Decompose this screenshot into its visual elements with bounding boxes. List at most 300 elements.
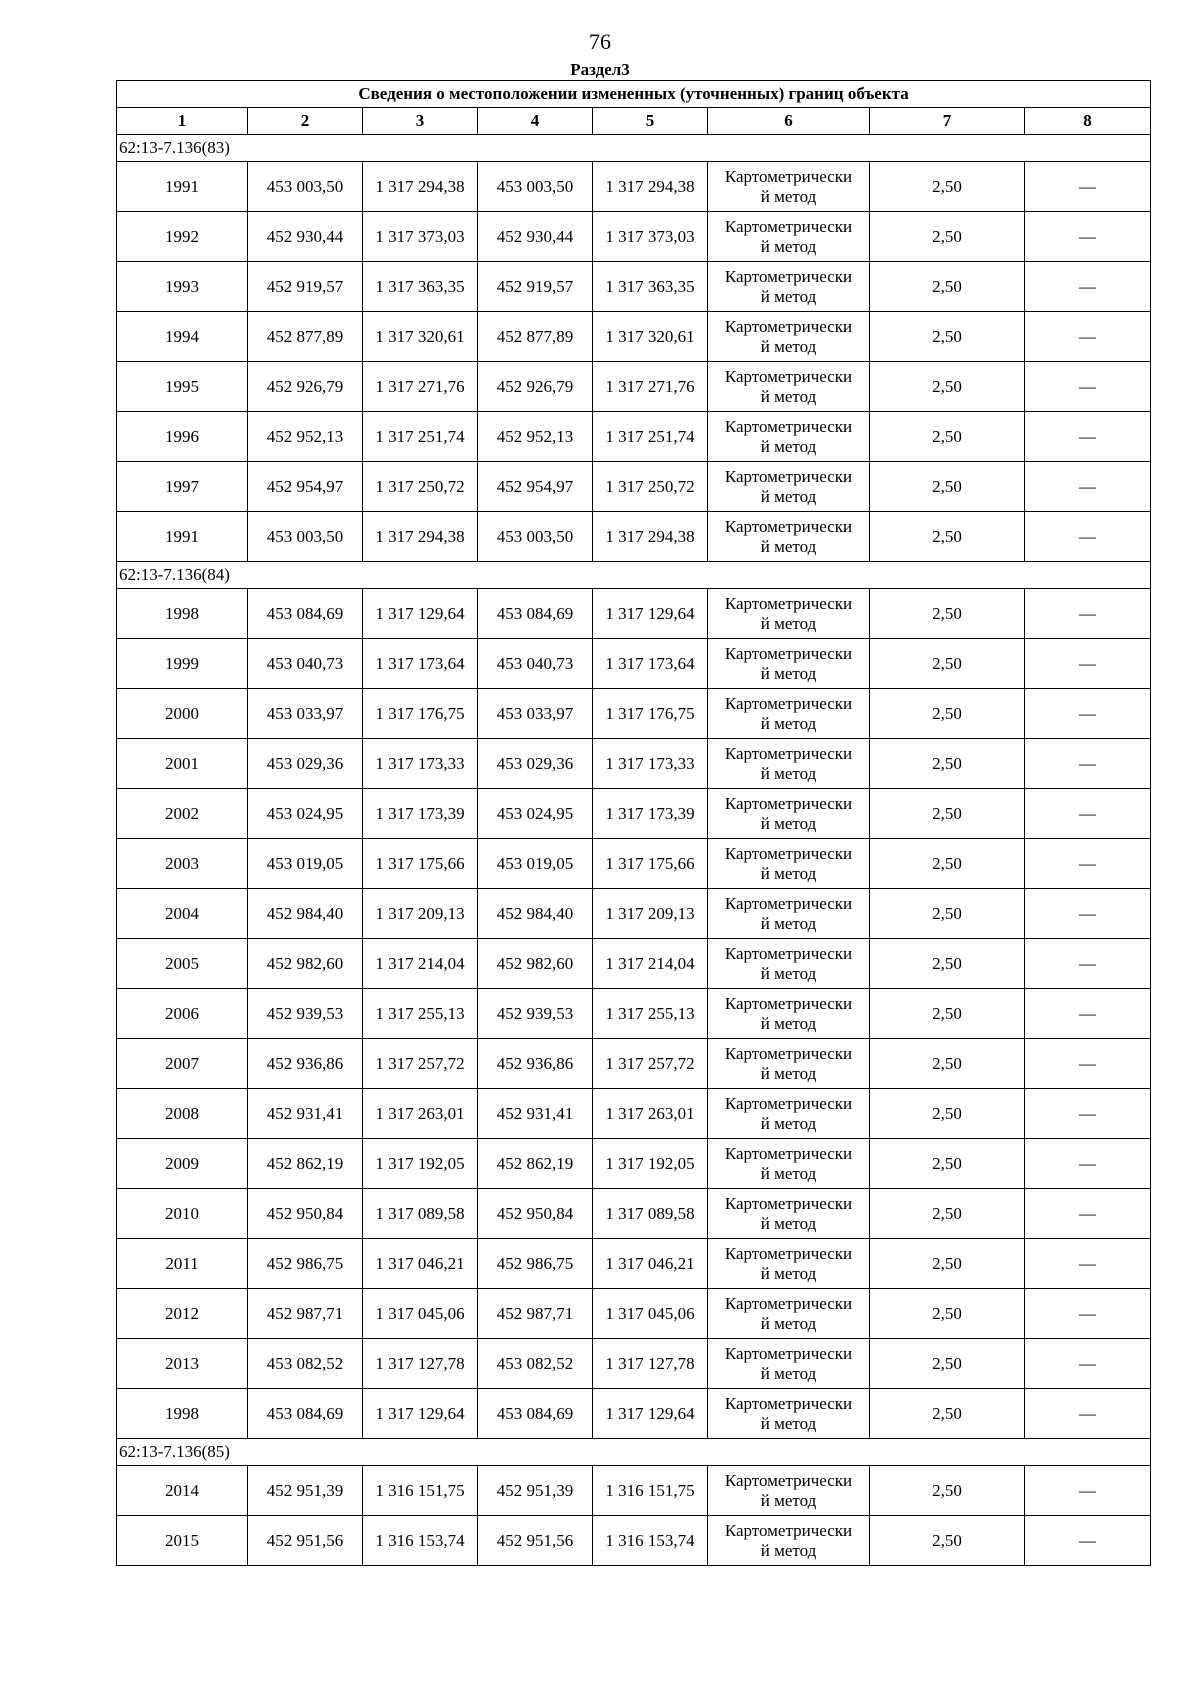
accuracy: 2,50 (870, 889, 1025, 939)
method-line-1: Картометрически (724, 516, 853, 536)
existing-y: 1 316 153,74 (363, 1516, 478, 1566)
description: — (1025, 889, 1151, 939)
existing-y: 1 317 363,35 (363, 262, 478, 312)
new-y: 1 317 173,33 (593, 739, 708, 789)
point-number: 1998 (117, 589, 248, 639)
point-number: 1995 (117, 362, 248, 412)
accuracy: 2,50 (870, 462, 1025, 512)
new-y: 1 316 151,75 (593, 1466, 708, 1516)
description: — (1025, 1516, 1151, 1566)
point-number: 1991 (117, 162, 248, 212)
table-row (117, 262, 1151, 312)
method-line-1: Картометрически (724, 466, 853, 486)
existing-y: 1 317 129,64 (363, 1389, 478, 1439)
existing-y: 1 317 046,21 (363, 1239, 478, 1289)
method-cell (708, 1289, 870, 1339)
method-line-2: й метод (760, 1113, 817, 1133)
method-line-1: Картометрически (724, 793, 853, 813)
point-number: 1999 (117, 639, 248, 689)
method-line-2: й метод (760, 1313, 817, 1333)
table-row (117, 212, 1151, 262)
new-x: 453 084,69 (478, 1389, 593, 1439)
point-number: 2003 (117, 839, 248, 889)
table-caption-row (117, 81, 1151, 108)
existing-y: 1 317 257,72 (363, 1039, 478, 1089)
new-y: 1 317 209,13 (593, 889, 708, 939)
table-row (117, 512, 1151, 562)
method-cell (708, 412, 870, 462)
method-line-1: Картометрически (724, 1470, 853, 1490)
description: — (1025, 412, 1151, 462)
existing-x: 453 019,05 (248, 839, 363, 889)
accuracy: 2,50 (870, 1239, 1025, 1289)
accuracy: 2,50 (870, 412, 1025, 462)
existing-y: 1 317 209,13 (363, 889, 478, 939)
existing-y: 1 317 127,78 (363, 1339, 478, 1389)
point-number: 1996 (117, 412, 248, 462)
new-y: 1 317 294,38 (593, 512, 708, 562)
new-y: 1 317 251,74 (593, 412, 708, 462)
method-line-2: й метод (760, 1213, 817, 1233)
existing-x: 452 952,13 (248, 412, 363, 462)
description: — (1025, 1289, 1151, 1339)
description: — (1025, 312, 1151, 362)
existing-x: 452 954,97 (248, 462, 363, 512)
new-y: 1 317 257,72 (593, 1039, 708, 1089)
new-y: 1 317 175,66 (593, 839, 708, 889)
accuracy: 2,50 (870, 1466, 1025, 1516)
method-line-1: Картометрически (724, 743, 853, 763)
method-line-2: й метод (760, 436, 817, 456)
method-line-2: й метод (760, 386, 817, 406)
point-number: 2014 (117, 1466, 248, 1516)
method-line-2: й метод (760, 1490, 817, 1510)
description: — (1025, 1339, 1151, 1389)
table-row (117, 1516, 1151, 1566)
column-header-row (117, 108, 1151, 135)
existing-x: 453 029,36 (248, 739, 363, 789)
method-cell (708, 889, 870, 939)
accuracy: 2,50 (870, 1139, 1025, 1189)
method-cell (708, 739, 870, 789)
method-line-1: Картометрически (724, 1143, 853, 1163)
column-header: 2 (248, 108, 363, 135)
table-row (117, 689, 1151, 739)
table-row (117, 639, 1151, 689)
existing-y: 1 317 255,13 (363, 989, 478, 1039)
method-cell (708, 212, 870, 262)
column-header: 6 (708, 108, 870, 135)
point-number: 2010 (117, 1189, 248, 1239)
description: — (1025, 639, 1151, 689)
accuracy: 2,50 (870, 312, 1025, 362)
method-line-1: Картометрически (724, 1093, 853, 1113)
method-line-2: й метод (760, 1163, 817, 1183)
new-x: 453 084,69 (478, 589, 593, 639)
existing-x: 453 040,73 (248, 639, 363, 689)
table-row (117, 1389, 1151, 1439)
existing-y: 1 317 175,66 (363, 839, 478, 889)
existing-x: 453 084,69 (248, 589, 363, 639)
method-cell (708, 1339, 870, 1389)
method-cell (708, 1189, 870, 1239)
existing-y: 1 317 250,72 (363, 462, 478, 512)
existing-y: 1 317 263,01 (363, 1089, 478, 1139)
description: — (1025, 162, 1151, 212)
method-line-2: й метод (760, 236, 817, 256)
method-line-2: й метод (760, 186, 817, 206)
accuracy: 2,50 (870, 1089, 1025, 1139)
accuracy: 2,50 (870, 639, 1025, 689)
method-line-2: й метод (760, 1413, 817, 1433)
description: — (1025, 939, 1151, 989)
method-line-1: Картометрически (724, 943, 853, 963)
existing-y: 1 317 251,74 (363, 412, 478, 462)
table-row (117, 1289, 1151, 1339)
method-cell (708, 789, 870, 839)
description: — (1025, 1139, 1151, 1189)
table-row (117, 312, 1151, 362)
new-y: 1 317 255,13 (593, 989, 708, 1039)
existing-y: 1 317 173,33 (363, 739, 478, 789)
table-row (117, 889, 1151, 939)
table-row (117, 839, 1151, 889)
new-x: 453 003,50 (478, 162, 593, 212)
table-row (117, 939, 1151, 989)
existing-y: 1 317 173,39 (363, 789, 478, 839)
method-line-2: й метод (760, 1013, 817, 1033)
method-line-2: й метод (760, 486, 817, 506)
point-number: 2012 (117, 1289, 248, 1339)
point-number: 2002 (117, 789, 248, 839)
method-cell (708, 1039, 870, 1089)
method-line-1: Картометрически (724, 843, 853, 863)
existing-x: 452 931,41 (248, 1089, 363, 1139)
new-y: 1 317 373,03 (593, 212, 708, 262)
group-header-row (117, 1439, 1151, 1466)
table-row (117, 1189, 1151, 1239)
table-caption: Сведения о местоположении измененных (уточненных) границ объекта (117, 81, 1151, 108)
point-number: 1991 (117, 512, 248, 562)
accuracy: 2,50 (870, 212, 1025, 262)
description: — (1025, 1466, 1151, 1516)
description: — (1025, 462, 1151, 512)
method-line-1: Картометрически (724, 1393, 853, 1413)
existing-y: 1 317 294,38 (363, 162, 478, 212)
accuracy: 2,50 (870, 1516, 1025, 1566)
existing-x: 453 084,69 (248, 1389, 363, 1439)
new-y: 1 317 176,75 (593, 689, 708, 739)
method-line-2: й метод (760, 813, 817, 833)
description: — (1025, 1039, 1151, 1089)
existing-y: 1 317 214,04 (363, 939, 478, 989)
description: — (1025, 362, 1151, 412)
table-row (117, 1039, 1151, 1089)
accuracy: 2,50 (870, 1189, 1025, 1239)
new-x: 452 877,89 (478, 312, 593, 362)
new-x: 453 003,50 (478, 512, 593, 562)
new-y: 1 317 173,64 (593, 639, 708, 689)
point-number: 2011 (117, 1239, 248, 1289)
method-line-1: Картометрически (724, 1043, 853, 1063)
method-cell (708, 162, 870, 212)
column-header: 7 (870, 108, 1025, 135)
new-y: 1 317 192,05 (593, 1139, 708, 1189)
description: — (1025, 589, 1151, 639)
method-line-1: Картометрически (724, 693, 853, 713)
new-y: 1 317 173,39 (593, 789, 708, 839)
method-cell (708, 1139, 870, 1189)
new-y: 1 317 320,61 (593, 312, 708, 362)
existing-y: 1 317 294,38 (363, 512, 478, 562)
method-cell (708, 512, 870, 562)
accuracy: 2,50 (870, 739, 1025, 789)
new-x: 452 982,60 (478, 939, 593, 989)
method-line-2: й метод (760, 286, 817, 306)
method-line-2: й метод (760, 713, 817, 733)
method-line-2: й метод (760, 863, 817, 883)
point-number: 1994 (117, 312, 248, 362)
accuracy: 2,50 (870, 589, 1025, 639)
table-row (117, 1239, 1151, 1289)
column-header: 4 (478, 108, 593, 135)
method-line-1: Картометрически (724, 643, 853, 663)
method-line-1: Картометрически (724, 416, 853, 436)
column-header: 8 (1025, 108, 1151, 135)
page-number: 76 (589, 29, 611, 54)
existing-x: 452 939,53 (248, 989, 363, 1039)
method-line-2: й метод (760, 663, 817, 683)
column-header: 1 (117, 108, 248, 135)
existing-x: 452 987,71 (248, 1289, 363, 1339)
description: — (1025, 739, 1151, 789)
new-x: 452 954,97 (478, 462, 593, 512)
description: — (1025, 1389, 1151, 1439)
new-x: 453 019,05 (478, 839, 593, 889)
new-y: 1 317 294,38 (593, 162, 708, 212)
description: — (1025, 989, 1151, 1039)
description: — (1025, 689, 1151, 739)
column-header: 3 (363, 108, 478, 135)
point-number: 1997 (117, 462, 248, 512)
new-x: 452 930,44 (478, 212, 593, 262)
point-number: 2005 (117, 939, 248, 989)
existing-x: 452 950,84 (248, 1189, 363, 1239)
accuracy: 2,50 (870, 362, 1025, 412)
point-number: 2000 (117, 689, 248, 739)
accuracy: 2,50 (870, 1289, 1025, 1339)
existing-x: 452 984,40 (248, 889, 363, 939)
table-row (117, 1466, 1151, 1516)
table-row (117, 462, 1151, 512)
existing-y: 1 316 151,75 (363, 1466, 478, 1516)
cadastral-number: 62:13-7.136(84) (117, 562, 1151, 589)
new-y: 1 317 363,35 (593, 262, 708, 312)
method-line-2: й метод (760, 913, 817, 933)
method-cell (708, 1516, 870, 1566)
existing-x: 453 003,50 (248, 512, 363, 562)
accuracy: 2,50 (870, 262, 1025, 312)
table-row (117, 1339, 1151, 1389)
method-line-1: Картометрически (724, 1243, 853, 1263)
new-x: 452 919,57 (478, 262, 593, 312)
method-cell (708, 589, 870, 639)
accuracy: 2,50 (870, 162, 1025, 212)
method-line-1: Картометрически (724, 893, 853, 913)
method-cell (708, 1466, 870, 1516)
group-header-row (117, 562, 1151, 589)
point-number: 2007 (117, 1039, 248, 1089)
method-line-1: Картометрически (724, 366, 853, 386)
new-x: 453 033,97 (478, 689, 593, 739)
new-x: 452 939,53 (478, 989, 593, 1039)
method-line-2: й метод (760, 1363, 817, 1383)
method-cell (708, 1089, 870, 1139)
existing-y: 1 317 373,03 (363, 212, 478, 262)
method-cell (708, 1389, 870, 1439)
point-number: 2001 (117, 739, 248, 789)
description: — (1025, 1189, 1151, 1239)
new-x: 452 950,84 (478, 1189, 593, 1239)
point-number: 2015 (117, 1516, 248, 1566)
method-line-1: Картометрически (724, 1293, 853, 1313)
method-line-1: Картометрически (724, 316, 853, 336)
existing-x: 452 919,57 (248, 262, 363, 312)
cadastral-number: 62:13-7.136(85) (117, 1439, 1151, 1466)
existing-y: 1 317 089,58 (363, 1189, 478, 1239)
new-x: 452 984,40 (478, 889, 593, 939)
method-line-1: Картометрически (724, 216, 853, 236)
method-line-1: Картометрически (724, 1520, 853, 1540)
accuracy: 2,50 (870, 789, 1025, 839)
point-number: 2006 (117, 989, 248, 1039)
section-title: Раздел3 (570, 60, 630, 79)
existing-x: 452 926,79 (248, 362, 363, 412)
method-line-2: й метод (760, 1263, 817, 1283)
new-y: 1 317 045,06 (593, 1289, 708, 1339)
method-line-1: Картометрически (724, 593, 853, 613)
new-y: 1 317 129,64 (593, 589, 708, 639)
method-cell (708, 262, 870, 312)
method-line-1: Картометрически (724, 1193, 853, 1213)
description: — (1025, 262, 1151, 312)
existing-x: 452 877,89 (248, 312, 363, 362)
method-line-1: Картометрически (724, 993, 853, 1013)
new-x: 452 952,13 (478, 412, 593, 462)
new-x: 452 986,75 (478, 1239, 593, 1289)
existing-y: 1 317 271,76 (363, 362, 478, 412)
method-cell (708, 462, 870, 512)
method-cell (708, 312, 870, 362)
new-x: 452 936,86 (478, 1039, 593, 1089)
group-header-row (117, 135, 1151, 162)
new-y: 1 316 153,74 (593, 1516, 708, 1566)
existing-x: 453 003,50 (248, 162, 363, 212)
existing-x: 452 936,86 (248, 1039, 363, 1089)
method-line-2: й метод (760, 1063, 817, 1083)
new-x: 453 024,95 (478, 789, 593, 839)
description: — (1025, 1239, 1151, 1289)
table-row (117, 789, 1151, 839)
new-y: 1 317 250,72 (593, 462, 708, 512)
accuracy: 2,50 (870, 839, 1025, 889)
method-cell (708, 839, 870, 889)
accuracy: 2,50 (870, 1339, 1025, 1389)
accuracy: 2,50 (870, 512, 1025, 562)
point-number: 2004 (117, 889, 248, 939)
new-y: 1 317 046,21 (593, 1239, 708, 1289)
existing-y: 1 317 320,61 (363, 312, 478, 362)
existing-x: 453 024,95 (248, 789, 363, 839)
method-line-2: й метод (760, 536, 817, 556)
point-number: 2013 (117, 1339, 248, 1389)
accuracy: 2,50 (870, 939, 1025, 989)
method-cell (708, 989, 870, 1039)
existing-y: 1 317 176,75 (363, 689, 478, 739)
method-cell (708, 939, 870, 989)
accuracy: 2,50 (870, 1389, 1025, 1439)
table-row (117, 739, 1151, 789)
existing-x: 452 986,75 (248, 1239, 363, 1289)
method-line-2: й метод (760, 336, 817, 356)
method-line-2: й метод (760, 963, 817, 983)
new-x: 453 082,52 (478, 1339, 593, 1389)
new-x: 452 951,39 (478, 1466, 593, 1516)
description: — (1025, 212, 1151, 262)
point-number: 1993 (117, 262, 248, 312)
method-line-2: й метод (760, 613, 817, 633)
existing-x: 452 930,44 (248, 212, 363, 262)
method-line-2: й метод (760, 1540, 817, 1560)
point-number: 1998 (117, 1389, 248, 1439)
existing-y: 1 317 173,64 (363, 639, 478, 689)
new-y: 1 317 127,78 (593, 1339, 708, 1389)
new-y: 1 317 263,01 (593, 1089, 708, 1139)
existing-x: 452 951,39 (248, 1466, 363, 1516)
accuracy: 2,50 (870, 989, 1025, 1039)
new-x: 452 926,79 (478, 362, 593, 412)
new-x: 452 951,56 (478, 1516, 593, 1566)
method-cell (708, 362, 870, 412)
method-cell (708, 689, 870, 739)
existing-y: 1 317 129,64 (363, 589, 478, 639)
existing-y: 1 317 192,05 (363, 1139, 478, 1189)
method-line-1: Картометрически (724, 166, 853, 186)
accuracy: 2,50 (870, 689, 1025, 739)
point-number: 2009 (117, 1139, 248, 1189)
existing-x: 453 082,52 (248, 1339, 363, 1389)
new-y: 1 317 129,64 (593, 1389, 708, 1439)
table-row (117, 412, 1151, 462)
table-row (117, 162, 1151, 212)
description: — (1025, 1089, 1151, 1139)
existing-x: 452 862,19 (248, 1139, 363, 1189)
table-row (117, 1139, 1151, 1189)
accuracy: 2,50 (870, 1039, 1025, 1089)
new-x: 452 862,19 (478, 1139, 593, 1189)
new-x: 452 931,41 (478, 1089, 593, 1139)
description: — (1025, 512, 1151, 562)
column-header: 5 (593, 108, 708, 135)
method-line-1: Картометрически (724, 1343, 853, 1363)
table-row (117, 989, 1151, 1039)
new-y: 1 317 271,76 (593, 362, 708, 412)
point-number: 2008 (117, 1089, 248, 1139)
new-x: 453 029,36 (478, 739, 593, 789)
method-line-1: Картометрически (724, 266, 853, 286)
existing-x: 453 033,97 (248, 689, 363, 739)
table-row (117, 362, 1151, 412)
